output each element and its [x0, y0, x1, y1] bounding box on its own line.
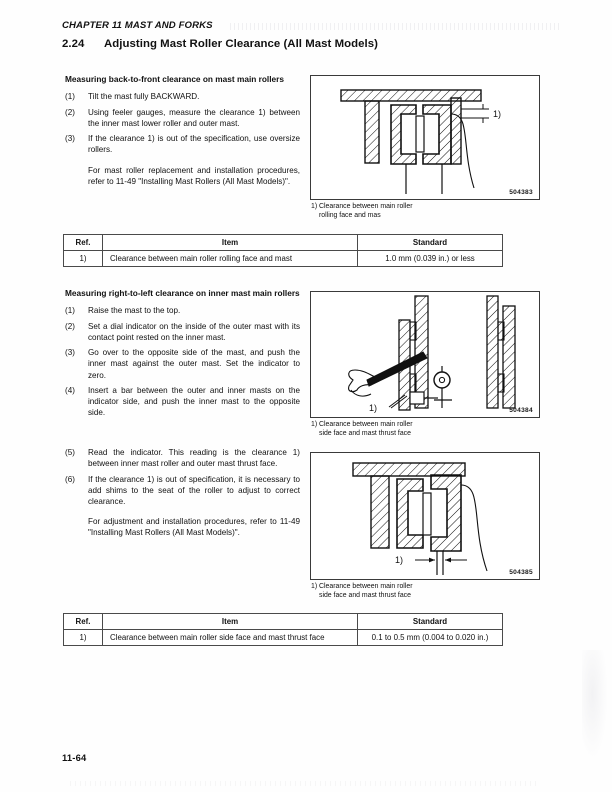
- figure-3-callout: 1): [395, 555, 404, 565]
- block3-step-list: [65, 447, 300, 507]
- column-header-ref: Ref.: [64, 235, 103, 251]
- figure-2-id: 504384: [509, 407, 533, 414]
- figure-2-caption: [310, 421, 540, 438]
- step-marker: (1): [65, 92, 75, 102]
- section-title-text: Adjusting Mast Roller Clearance (All Mast Models): [104, 38, 378, 50]
- list-item: [65, 447, 300, 469]
- block1-step-list: [65, 91, 300, 155]
- table-header-row: [64, 614, 503, 630]
- step-marker: (6): [65, 474, 75, 484]
- step-marker: (3): [65, 134, 75, 144]
- figure-1-caption-line2: rolling face and mas: [319, 211, 381, 219]
- step-marker: (5): [65, 448, 75, 457]
- spec-table-1: [63, 234, 503, 267]
- figure-1-caption-line1: 1) Clearance between main roller: [311, 203, 413, 210]
- list-item: [65, 91, 300, 102]
- mast-roller-side-clearance-diagram: [311, 453, 540, 580]
- block2-step-list: [65, 305, 300, 418]
- figure-2-image: [310, 291, 540, 418]
- step-marker: (4): [65, 386, 75, 396]
- procedure-block-1: [65, 74, 300, 187]
- figure-2-callout: 1): [369, 403, 378, 413]
- step-marker: (2): [65, 321, 75, 331]
- figure-504385: [310, 452, 540, 600]
- table-header-row: [64, 235, 503, 251]
- figure-3-image: [310, 452, 540, 580]
- cell-standard: 0.1 to 0.5 mm (0.004 to 0.020 in.): [358, 630, 503, 646]
- step-text: Raise the mast to the top.: [88, 306, 181, 316]
- figure-504384: [310, 291, 540, 438]
- step-text: Go over to the opposite side of the mast, and push the inner mast against the outer mast. Set the indicator to zero.: [88, 348, 300, 380]
- list-item: [65, 133, 300, 155]
- scan-artifact-header-line: [230, 23, 560, 30]
- cell-ref: 1): [64, 630, 103, 646]
- step-text: Insert a bar between the outer and inner masts on the indicator side, and push the inner mast to the opposite side.: [88, 386, 300, 418]
- mast-roller-back-to-front-diagram: [311, 76, 540, 200]
- figure-3-id: 504385: [509, 569, 533, 576]
- procedure-block-3: [65, 447, 300, 539]
- figure-2-caption-line1: 1) Clearance between main roller: [311, 421, 413, 428]
- step-text: If the clearance 1) is out of the specification, use oversize rollers.: [88, 134, 300, 155]
- step-marker: (1): [65, 306, 75, 316]
- list-item: [65, 347, 300, 381]
- scan-artifact-right-edge: [582, 650, 608, 760]
- table-row: [64, 251, 503, 267]
- column-header-standard: Standard: [358, 235, 503, 251]
- list-item: [65, 305, 300, 316]
- cell-item: Clearance between main roller side face and mast thrust face: [103, 630, 358, 646]
- block1-note: For mast roller replacement and installation procedures, refer to 11-49 "Installing Mast Rollers (All Mast Models)".: [88, 165, 300, 186]
- cell-ref: 1): [64, 251, 103, 267]
- block3-note: For adjustment and installation procedures, refer to 11-49 "Installing Mast Rollers (All Mast Models)".: [88, 517, 300, 538]
- column-header-item: Item: [103, 235, 358, 251]
- step-text: Using feeler gauges, measure the clearance 1) between the inner mast lower roller and outer mast.: [88, 107, 300, 128]
- column-header-ref: Ref.: [64, 614, 103, 630]
- page-title: [62, 38, 378, 50]
- figure-1-caption: [310, 203, 540, 220]
- table-row: [64, 630, 503, 646]
- column-header-item: Item: [103, 614, 358, 630]
- figure-1-id: 504383: [509, 189, 533, 196]
- block2-heading: Measuring right-to-left clearance on inner mast main rollers: [65, 288, 300, 298]
- dial-indicator-measuring-diagram: [311, 292, 540, 418]
- figure-504383: [310, 75, 540, 220]
- block1-heading: Measuring back-to-front clearance on mast main rollers: [65, 74, 285, 84]
- cell-item: Clearance between main roller rolling face and mast: [103, 251, 358, 267]
- figure-2-caption-line2: side face and mast thrust face: [319, 429, 411, 437]
- step-marker: (3): [65, 348, 75, 358]
- list-item: [65, 474, 300, 508]
- step-text: Tilt the mast fully BACKWARD.: [88, 92, 200, 102]
- figure-3-caption: [310, 583, 540, 600]
- spec-table-2: [63, 613, 503, 646]
- figure-1-callout: 1): [493, 109, 502, 119]
- step-marker: (2): [65, 107, 75, 117]
- scan-artifact-bottom-edge: [70, 781, 540, 786]
- list-item: [65, 321, 300, 343]
- column-header-standard: Standard: [358, 614, 503, 630]
- section-number: 2.24: [62, 38, 85, 50]
- page-number: 11-64: [62, 752, 87, 763]
- step-text: Set a dial indicator on the inside of the outer mast with its contact point rested on the inner mast.: [88, 321, 300, 342]
- list-item: [65, 385, 300, 419]
- procedure-block-2: [65, 288, 300, 423]
- figure-1-image: [310, 75, 540, 200]
- chapter-header: CHAPTER 11 MAST AND FORKS: [62, 20, 213, 31]
- cell-standard: 1.0 mm (0.039 in.) or less: [358, 251, 503, 267]
- figure-3-caption-line1: 1) Clearance between main roller: [311, 583, 413, 590]
- figure-3-caption-line2: side face and mast thrust face: [319, 591, 411, 599]
- list-item: [65, 107, 300, 129]
- step-text: If the clearance 1) is out of specification, it is necessary to add shims to the seat of the roller to adjust to correct clearance.: [88, 474, 300, 506]
- step-text: Read the indicator. This reading is the clearance 1) between inner mast roller and outer mast thrust face.: [88, 448, 300, 469]
